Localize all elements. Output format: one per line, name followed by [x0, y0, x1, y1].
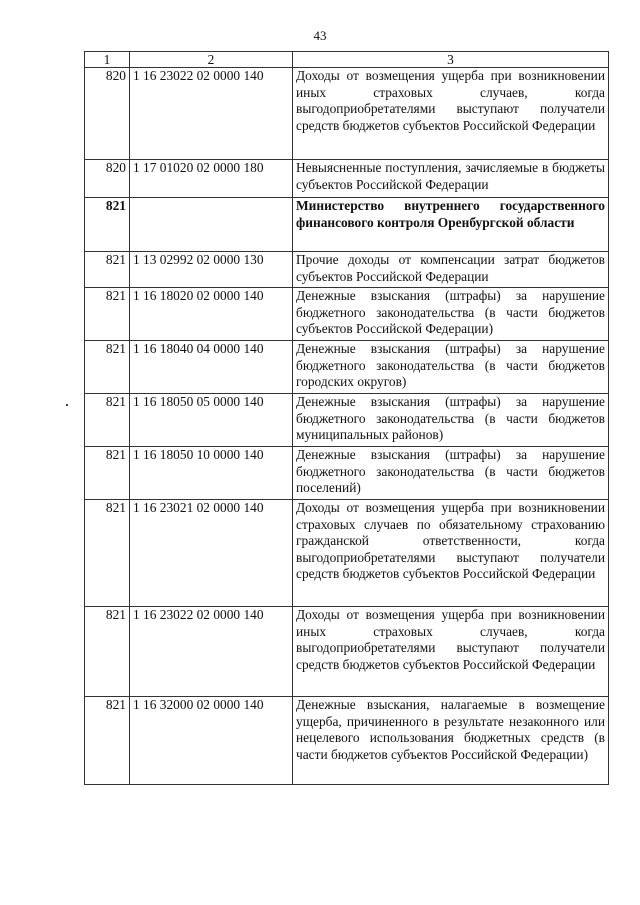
table-header-row	[85, 52, 609, 68]
table-row-ministry	[85, 198, 609, 252]
revenue-description: Денежные взыскания (штрафы) за нарушение бюджетного законодательства (в части бюджетов городских округов)	[293, 341, 609, 394]
admin-code: 821	[85, 198, 130, 252]
column-header-1: 1	[85, 52, 130, 68]
admin-code: 821	[85, 500, 130, 607]
scan-speck	[66, 404, 68, 406]
revenue-code: 1 17 01020 02 0000 180	[130, 160, 293, 198]
revenue-code: 1 16 32000 02 0000 140	[130, 697, 293, 785]
table-row	[85, 68, 609, 160]
table-row	[85, 447, 609, 500]
table-row	[85, 394, 609, 447]
revenue-code: 1 16 18020 02 0000 140	[130, 288, 293, 341]
revenue-description: Денежные взыскания (штрафы) за нарушение бюджетного законодательства (в части бюджетов поселений)	[293, 447, 609, 500]
revenue-description: Невыясненные поступления, зачисляемые в бюджеты субъектов Российской Федерации	[293, 160, 609, 198]
column-header-2: 2	[130, 52, 293, 68]
admin-code: 821	[85, 394, 130, 447]
revenue-code: 1 16 23022 02 0000 140	[130, 607, 293, 697]
admin-code: 821	[85, 697, 130, 785]
revenue-description: Денежные взыскания, налагаемые в возмещение ущерба, причиненного в результате незаконного или нецелевого использования бюджетных средств (в части бюджетов субъектов Российской Федерации)	[293, 697, 609, 785]
table-row	[85, 607, 609, 697]
revenue-description: Денежные взыскания (штрафы) за нарушение бюджетного законодательства (в части бюджетов субъектов Российской Федерации)	[293, 288, 609, 341]
revenue-description: Доходы от возмещения ущерба при возникновении страховых случаев по обязательному страхованию гражданской ответственности, когда выгодоприобретателями выступают получатели средств бюджетов субъектов Российской Федерации	[293, 500, 609, 607]
table-row	[85, 160, 609, 198]
revenue-description: Доходы от возмещения ущерба при возникновении иных страховых случаев, когда выгодоприобретателями выступают получатели средств бюджетов субъектов Российской Федерации	[293, 607, 609, 697]
revenue-code: 1 16 18040 04 0000 140	[130, 341, 293, 394]
page-number: 43	[313, 28, 327, 43]
table-row	[85, 697, 609, 785]
revenue-code: 1 16 23022 02 0000 140	[130, 68, 293, 160]
revenue-code: 1 13 02992 02 0000 130	[130, 252, 293, 288]
revenue-code: 1 16 18050 10 0000 140	[130, 447, 293, 500]
admin-code: 821	[85, 252, 130, 288]
revenue-code	[130, 198, 293, 252]
admin-code: 820	[85, 68, 130, 160]
table-row	[85, 252, 609, 288]
table-row	[85, 500, 609, 607]
admin-code: 821	[85, 607, 130, 697]
admin-code: 821	[85, 447, 130, 500]
table-row	[85, 341, 609, 394]
column-header-3: 3	[293, 52, 609, 68]
revenue-description: Доходы от возмещения ущерба при возникновении иных страховых случаев, когда выгодоприобретателями выступают получатели средств бюджетов субъектов Российской Федерации	[293, 68, 609, 160]
revenue-description: Денежные взыскания (штрафы) за нарушение бюджетного законодательства (в части бюджетов муниципальных районов)	[293, 394, 609, 447]
table-row	[85, 288, 609, 341]
revenue-code: 1 16 18050 05 0000 140	[130, 394, 293, 447]
admin-code: 821	[85, 288, 130, 341]
admin-code: 820	[85, 160, 130, 198]
budget-codes-table	[84, 51, 609, 785]
admin-code: 821	[85, 341, 130, 394]
revenue-description: Прочие доходы от компенсации затрат бюджетов субъектов Российской Федерации	[293, 252, 609, 288]
ministry-name: Министерство внутреннего государственного финансового контроля Оренбургской области	[293, 198, 609, 252]
revenue-code: 1 16 23021 02 0000 140	[130, 500, 293, 607]
